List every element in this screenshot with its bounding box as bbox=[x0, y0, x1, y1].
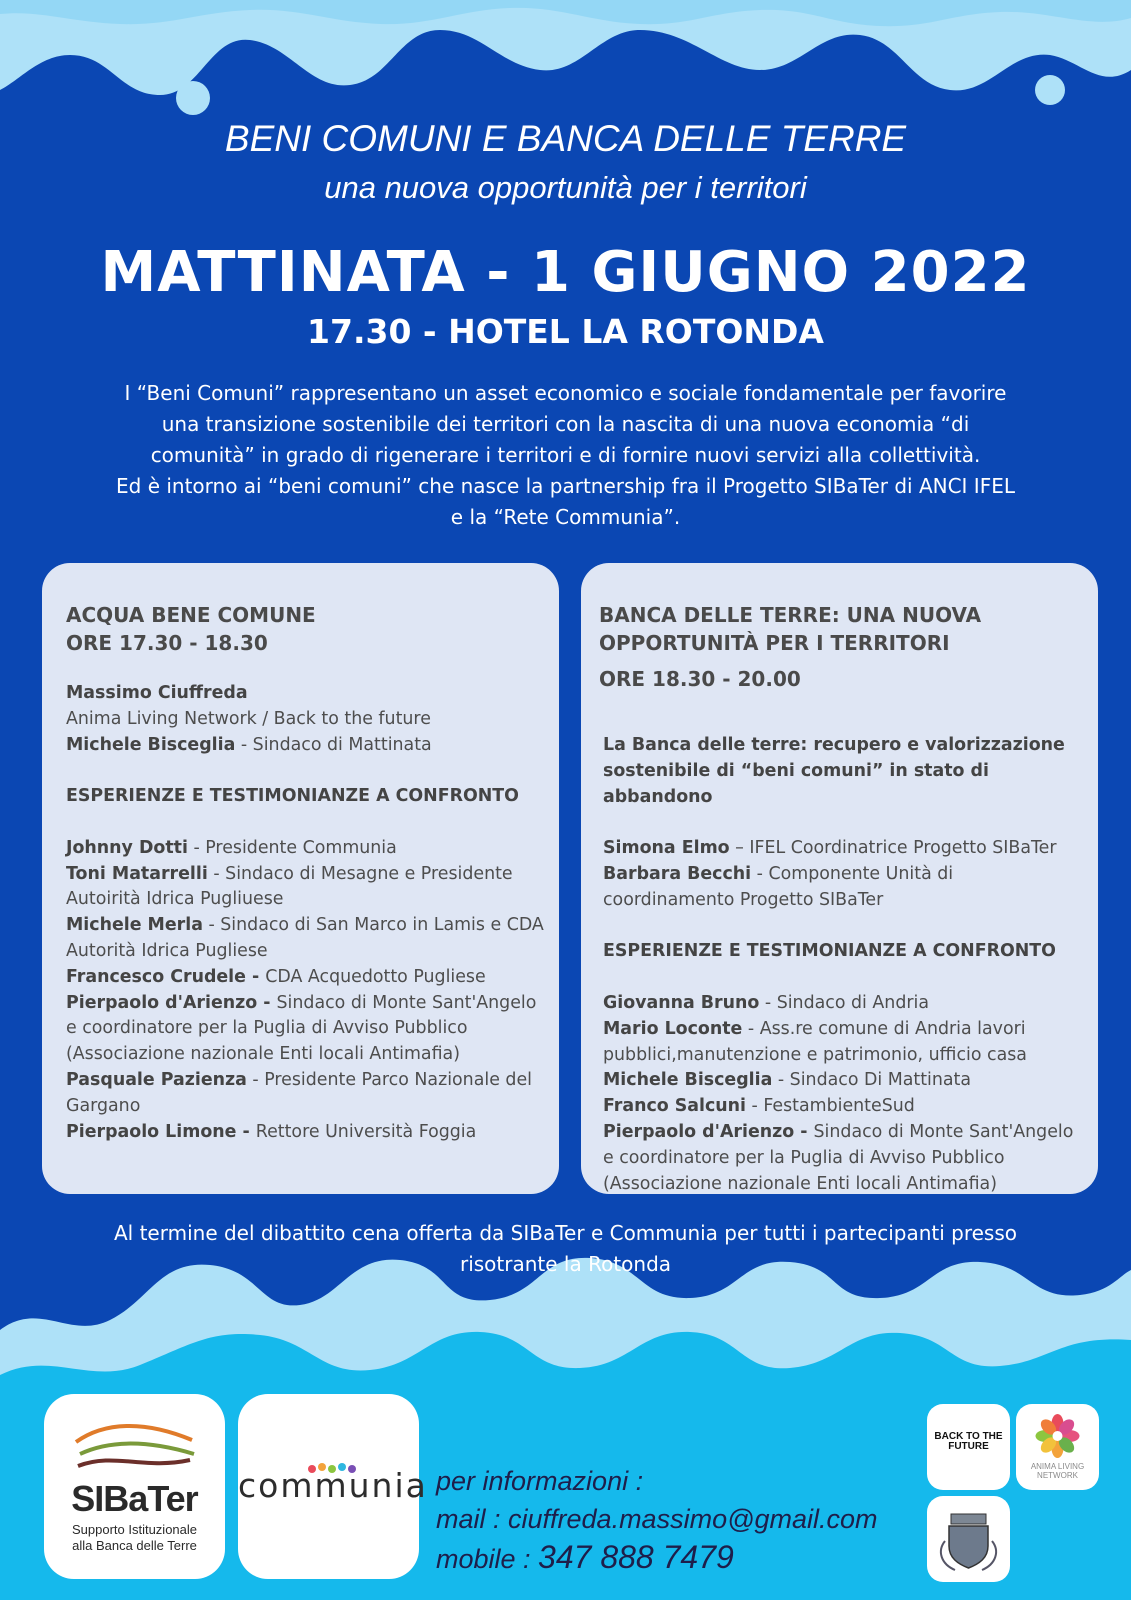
event-time-location: 17.30 - HOTEL LA ROTONDA bbox=[307, 312, 824, 351]
contact-info bbox=[436, 1462, 878, 1578]
list-item: Franco Salcuni - FestambienteSud bbox=[603, 1096, 915, 1117]
session-card-banca bbox=[581, 563, 1098, 1194]
list-item: Giovanna Bruno - Sindaco di Andria bbox=[603, 992, 930, 1013]
list-item: Mario Loconte - Ass.re comune di Andria lavori pubblici,manutenzione e patrimonio, ufficio casa bbox=[603, 1018, 1027, 1065]
intro-line: una transizione sostenibile dei territori con la nascita di una nuova economia “di bbox=[161, 412, 970, 436]
session-title: ACQUA BENE COMUNE bbox=[66, 603, 316, 627]
session-time: ORE 17.30 - 18.30 bbox=[66, 631, 268, 655]
speaker-role: Anima Living Network / Back to the future bbox=[66, 708, 431, 729]
speaker-name: Michele Bisceglia bbox=[66, 734, 236, 755]
contact-mail[interactable]: mail : ciuffreda.massimo@gmail.com bbox=[436, 1504, 878, 1534]
list-item: Toni Matarrelli - Sindaco di Mesagne e Presidente Autoirità Idrica Pugliuese bbox=[66, 863, 513, 910]
speaker-name: Barbara Becchi bbox=[603, 863, 752, 884]
sibater-tagline: Supporto Istituzionale alla Banca delle Terre bbox=[71, 1522, 198, 1553]
list-item: Pierpaolo Limone - Rettore Università Foggia bbox=[66, 1121, 477, 1142]
speaker-name: Massimo Ciuffreda bbox=[66, 683, 248, 703]
event-title: MATTINATA - 1 GIUGNO 2022 bbox=[100, 240, 1031, 305]
communia-wordmark: communia bbox=[238, 1466, 428, 1505]
section-heading: ESPERIENZE E TESTIMONIANZE A CONFRONTO bbox=[66, 786, 519, 807]
event-subtitle-line1: BENI COMUNI E BANCA DELLE TERRE bbox=[224, 118, 907, 159]
back-to-the-future-logo bbox=[927, 1404, 1010, 1490]
speaker-role: - Sindaco di Mattinata bbox=[235, 734, 432, 755]
mattinata-crest-logo bbox=[927, 1496, 1010, 1582]
list-item: Johnny Dotti - Presidente Communia bbox=[66, 837, 397, 858]
session-time: ORE 18.30 - 20.00 bbox=[599, 667, 801, 691]
intro-line: I “Beni Comuni” rappresentano un asset economico e sociale fondamentale per favorire bbox=[124, 381, 1007, 405]
list-item: Pasquale Pazienza - Presidente Parco Nazionale del Gargano bbox=[66, 1069, 532, 1116]
crest-icon bbox=[927, 1496, 1010, 1582]
list-item: Pierpaolo d'Arienzo - Sindaco di Monte Sant'Angelo e coordinatore per la Puglia di Avviso Pubblico (Associazione nazionale Enti locali Antimafia) bbox=[66, 992, 537, 1065]
anima-living-network-logo bbox=[1016, 1404, 1099, 1490]
sibater-logo bbox=[44, 1394, 225, 1579]
anima-wordmark: ANIMA LIVING NETWORK bbox=[1030, 1462, 1085, 1480]
list-item: Pierpaolo d'Arienzo - Sindaco di Monte Sant'Angelo e coordinatore per la Puglia di Avviso Pubblico (Associazione nazionale Enti locali Antimafia) bbox=[603, 1121, 1074, 1194]
session-topic: La Banca delle terre: recupero e valorizzazione sostenibile di “beni comuni” in stato di abbandono bbox=[603, 735, 1065, 807]
back-to-the-future-wordmark: BACK TO THE FUTURE bbox=[934, 1431, 1003, 1452]
sibater-wordmark: SIBaTer bbox=[71, 1478, 198, 1519]
intro-line: comunità” in grado di rigenerare i territori e di fornire nuovi servizi alla collettività. bbox=[150, 443, 981, 467]
speaker-role: – IFEL Coordinatrice Progetto SIBaTer bbox=[729, 838, 1057, 859]
dinner-note: Al termine del dibattito cena offerta da SIBaTer e Communia per tutti i partecipanti presso risotrante la Rotonda bbox=[113, 1221, 1018, 1276]
event-subtitle-line2: una nuova opportunità per i territori bbox=[324, 170, 807, 205]
list-item: Michele Merla - Sindaco di San Marco in Lamis e CDA Autorità Idrica Pugliese bbox=[66, 915, 544, 961]
intro-paragraph bbox=[90, 378, 1041, 533]
speaker-name: Simona Elmo bbox=[603, 838, 730, 859]
session-card-acqua bbox=[42, 563, 559, 1194]
communia-logo bbox=[238, 1394, 428, 1579]
flower-icon bbox=[1016, 1410, 1099, 1466]
section-heading: ESPERIENZE E TESTIMONIANZE A CONFRONTO bbox=[603, 941, 1056, 962]
list-item: Francesco Crudele - CDA Acquedotto Pugliese bbox=[66, 966, 486, 987]
intro-line: e la “Rete Communia”. bbox=[450, 505, 681, 529]
list-item: Michele Bisceglia - Sindaco Di Mattinata bbox=[603, 1070, 972, 1091]
speaker-role: - Componente Unità di coordinamento Progetto SIBaTer bbox=[603, 863, 954, 910]
contact-label: per informazioni : bbox=[436, 1466, 644, 1496]
intro-line: Ed è intorno ai “beni comuni” che nasce la partnership fra il Progetto SIBaTer di ANCI IFEL bbox=[116, 474, 1015, 498]
contact-mobile[interactable]: mobile : 347 888 7479 bbox=[436, 1539, 734, 1575]
session-title: BANCA DELLE TERRE: UNA NUOVA OPPORTUNITÀ PER I TERRITORI bbox=[599, 603, 982, 655]
